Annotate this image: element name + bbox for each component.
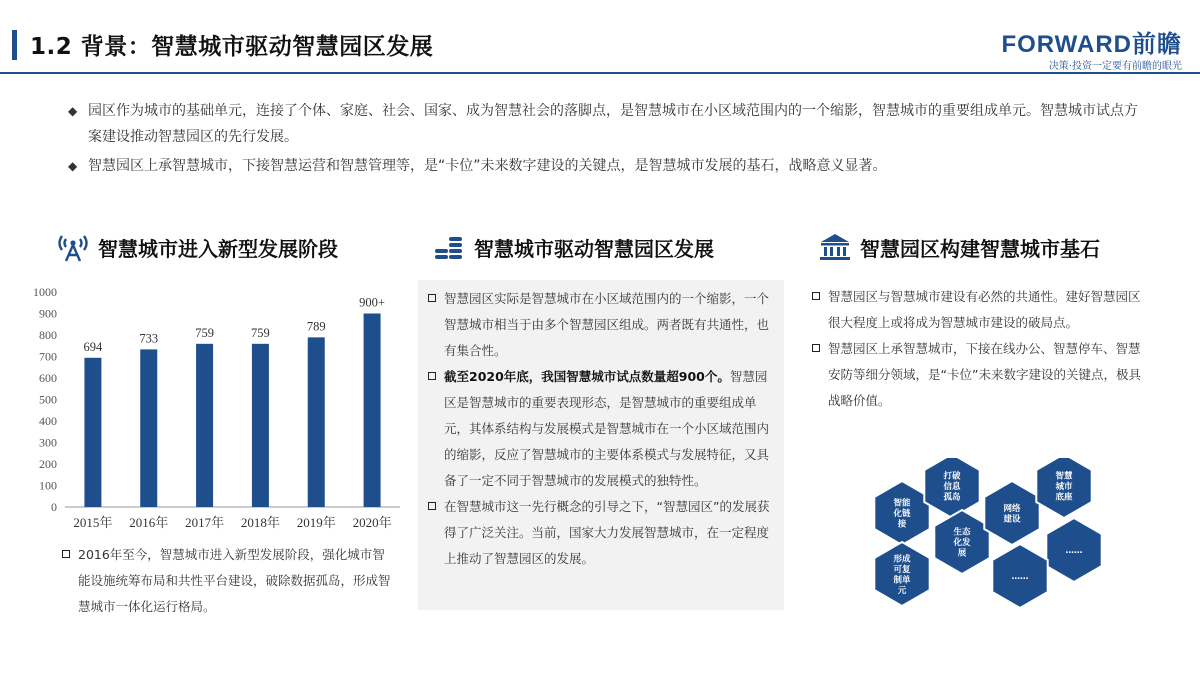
- y-tick-label: 500: [39, 392, 57, 407]
- section-title-mid-text: 智慧城市驱动智慧园区发展: [474, 236, 714, 261]
- y-tick-label: 200: [39, 457, 57, 471]
- right-panel: [812, 284, 1142, 414]
- mid-panel: [418, 280, 784, 610]
- hexagon: [874, 481, 929, 545]
- hexagon: [992, 544, 1047, 608]
- y-tick-label: 300: [39, 435, 57, 450]
- y-tick-label: 1000: [33, 285, 57, 299]
- hexagon-label: 打破信息孤岛: [943, 471, 961, 503]
- intro-bullets: [68, 98, 1138, 182]
- y-tick-label: 700: [39, 349, 57, 364]
- section-title-right-text: 智慧园区构建智慧城市基石: [860, 236, 1100, 261]
- intro-bullet-text: 智慧园区上承智慧城市，下接智慧运营和智慧管理等，是“卡位”未来数字建设的关键点，是智慧城市发展的基石，战略意义显著。: [88, 158, 887, 174]
- intro-bullet: [68, 153, 1138, 179]
- y-tick-label: 800: [39, 328, 57, 342]
- diamond-bullet-icon: ◆: [68, 159, 78, 173]
- hexagon: [934, 510, 989, 574]
- left-note-text: 2016年至今，智慧城市进入新型发展阶段，强化城市智能设施统筹布局和共性平台建设，破除数据孤岛，形成智慧城市一体化运行格局。: [78, 547, 391, 614]
- header-accent-bar: [12, 30, 17, 60]
- x-tick-label: 2016年: [129, 515, 169, 530]
- hexagon-label: ……: [1065, 546, 1083, 556]
- mid-item-text: 智慧园区实际是智慧城市在小区域范围内的一个缩影，一个智慧城市相当于由多个智慧园区组成。两者既有共通性，也有集合性。: [444, 291, 770, 358]
- hexagon: [1036, 458, 1091, 518]
- data-label: 759: [195, 325, 214, 340]
- hexagon-label: 智慧城市底座: [1055, 471, 1073, 503]
- x-tick-label: 2018年: [240, 515, 280, 530]
- square-bullet-icon: [428, 502, 436, 510]
- hexagon-label: ……: [1011, 572, 1029, 582]
- data-label: 694: [83, 339, 103, 354]
- bar: [84, 358, 101, 507]
- y-tick-label: 0: [51, 500, 57, 514]
- hexagon-label: 智能化链接: [893, 498, 911, 530]
- section-title-left-text: 智慧城市进入新型发展阶段: [98, 236, 338, 261]
- left-note-item: [62, 542, 392, 620]
- hexagon-cluster: [868, 458, 1118, 608]
- header-divider: [0, 72, 1200, 74]
- hexagon-label: 形成可复制单元: [893, 554, 911, 596]
- mid-item-text: 在智慧城市这一先行概念的引导之下，“智慧园区”的发展获得了广泛关注。当前，国家大力发展智慧城市，在一定程度上推动了智慧园区的发展。: [444, 499, 770, 566]
- square-bullet-icon: [812, 344, 820, 352]
- hexagon: [984, 481, 1039, 545]
- mid-item: [428, 286, 774, 364]
- right-item: [812, 336, 1142, 414]
- section-title-left: [56, 232, 338, 262]
- brand-name: FORWARD前瞻: [1001, 31, 1182, 58]
- diamond-bullet-icon: ◆: [68, 104, 78, 118]
- coin-stack-icon: [432, 232, 466, 262]
- building-columns-icon: [818, 232, 852, 262]
- square-bullet-icon: [62, 550, 70, 558]
- right-item-text: 智慧园区上承智慧城市，下接在线办公、智慧停车、智慧安防等细分领域，是“卡位”未来数字建设的关键点，极具战略价值。: [828, 341, 1141, 408]
- x-tick-label: 2017年: [185, 515, 225, 530]
- x-tick-label: 2020年: [352, 515, 392, 530]
- city-pilot-bar-chart: [20, 280, 410, 540]
- left-note-panel: [62, 542, 392, 620]
- brand-logo: [1001, 24, 1182, 72]
- right-item-text: 智慧园区与智慧城市建设有必然的共通性。建好智慧园区很大程度上或将成为智慧城市建设的破局点。: [828, 289, 1141, 330]
- section-title-right: [818, 232, 1100, 262]
- hexagon-label: 生态化发展: [953, 527, 971, 559]
- mid-item: [428, 494, 774, 572]
- bar: [196, 344, 213, 507]
- intro-bullet: [68, 98, 1138, 150]
- x-tick-label: 2019年: [296, 515, 336, 530]
- data-label: 759: [251, 325, 270, 340]
- bar: [364, 314, 381, 508]
- bar: [140, 349, 157, 507]
- y-tick-label: 100: [39, 478, 57, 493]
- mid-item-bold: 截至2020年底，我国智慧城市试点数量超900个。: [444, 369, 730, 384]
- data-label: 900+: [359, 295, 385, 310]
- hexagon: [924, 458, 979, 518]
- data-label: 733: [139, 331, 159, 346]
- right-item: [812, 284, 1142, 336]
- square-bullet-icon: [812, 292, 820, 300]
- data-label: 789: [306, 319, 326, 334]
- mid-item-text: 智慧园区是智慧城市的重要表现形态，是智慧城市的重要组成单元，其体系结构与发展模式是智慧城市在一个小区域范围内的缩影，反应了智慧城市的主要体系模式与发展特征，又具备了一定不同于智慧城市的发展模式的独特性。: [444, 369, 770, 488]
- signal-tower-icon: [56, 232, 90, 262]
- y-tick-label: 600: [39, 371, 57, 385]
- brand-tagline: 决策·投资一定要有前瞻的眼光: [1048, 61, 1182, 72]
- mid-item: [428, 364, 774, 494]
- y-tick-label: 900: [39, 306, 57, 321]
- intro-bullet-text: 园区作为城市的基础单元，连接了个体、家庭、社会、国家、成为智慧社会的落脚点，是智慧城市在小区域范围内的一个缩影，智慧城市的重要组成单元。智慧城市试点方案建设推动智慧园区的先行发展。: [88, 103, 1138, 145]
- hexagon-label: 网络建设: [1003, 503, 1021, 525]
- square-bullet-icon: [428, 372, 436, 380]
- x-tick-label: 2015年: [73, 515, 113, 530]
- bar: [252, 344, 269, 507]
- y-tick-label: 400: [39, 414, 57, 428]
- section-title-mid: [432, 232, 714, 262]
- hexagon: [874, 542, 929, 606]
- bar: [308, 337, 325, 507]
- hexagon: [1046, 518, 1101, 582]
- square-bullet-icon: [428, 294, 436, 302]
- page-title: 1.2 背景：智慧城市驱动智慧园区发展: [30, 34, 434, 60]
